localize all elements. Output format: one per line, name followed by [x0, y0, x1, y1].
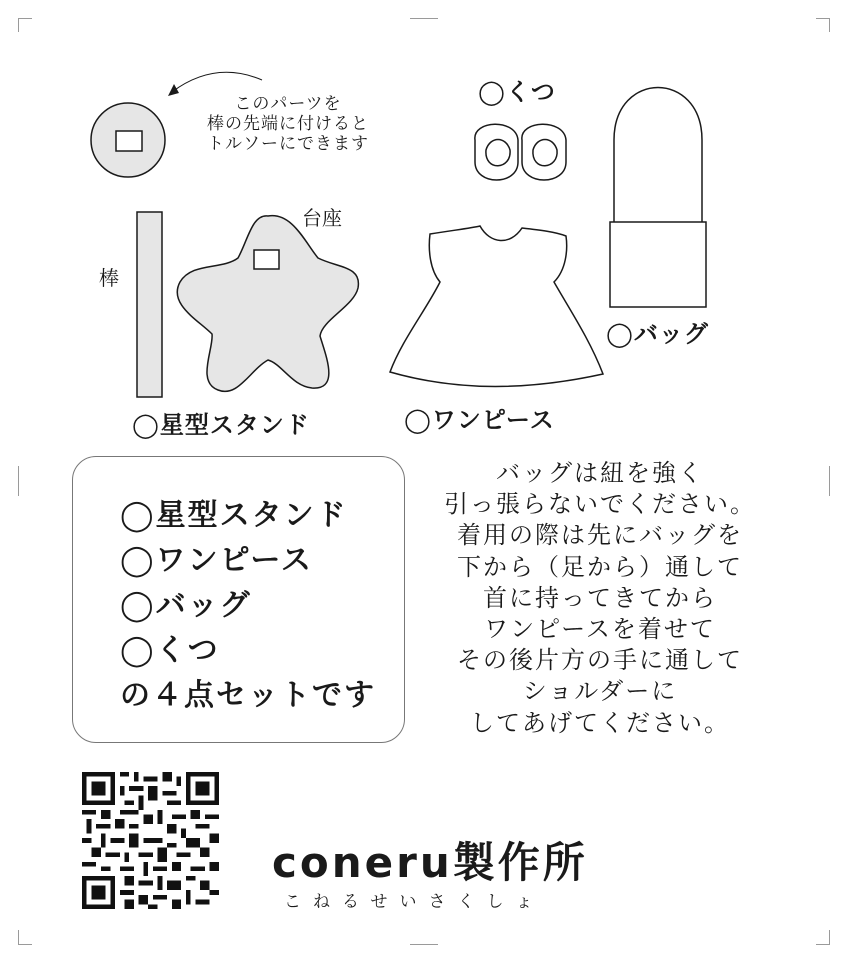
set-contents-list [120, 495, 376, 720]
set-summary: の４点セットです [120, 678, 376, 713]
instruction-line: ワンピースを着せて [484, 614, 716, 643]
instruction-line: 下から（足から）通して [457, 552, 743, 581]
parts-illustration [0, 0, 848, 460]
set-item: ◯バッグ [120, 588, 252, 623]
brand-name: coneru製作所 [272, 838, 588, 887]
instruction-line: 着用の際は先にバッグを [457, 521, 743, 550]
instruction-line: 引っ張らないでください。 [444, 490, 756, 519]
star-stand-part [177, 216, 358, 392]
shoes-label: ◯くつ [478, 78, 556, 106]
curved-arrow-icon [168, 72, 262, 96]
instruction-line: ショルダーに [522, 677, 678, 706]
brand-reading: こねるせいさくしょ [284, 892, 545, 912]
torso-cap-part [91, 103, 165, 177]
stand-label: ◯星型スタンド [132, 411, 310, 439]
bag-instructions [430, 458, 770, 739]
qr-code[interactable] [82, 772, 219, 909]
instruction-line: してあげてください。 [470, 708, 730, 737]
torso-note [178, 94, 398, 154]
bag-part [610, 88, 706, 308]
instruction-line: その後片方の手に通して [457, 646, 743, 675]
dress-label: ◯ワンピース [404, 406, 555, 434]
set-item: ◯ワンピース [120, 543, 313, 578]
torso-note-line: トルソーにできます [207, 134, 369, 154]
set-item: ◯星型スタンド [120, 498, 348, 533]
instruction-line: 首に持ってきてから [483, 583, 717, 612]
base-label: 台座 [302, 206, 342, 230]
shoes-part [475, 124, 566, 180]
stick-label: 棒 [99, 266, 119, 290]
stick-part [137, 212, 162, 397]
torso-note-line: このパーツを [234, 94, 342, 114]
bag-label: ◯バッグ [606, 320, 709, 348]
instruction-line: バッグは紐を強く [496, 459, 704, 487]
dress-part [390, 226, 603, 387]
set-item: ◯くつ [120, 633, 220, 668]
torso-note-line: 棒の先端に付けると [207, 114, 369, 134]
